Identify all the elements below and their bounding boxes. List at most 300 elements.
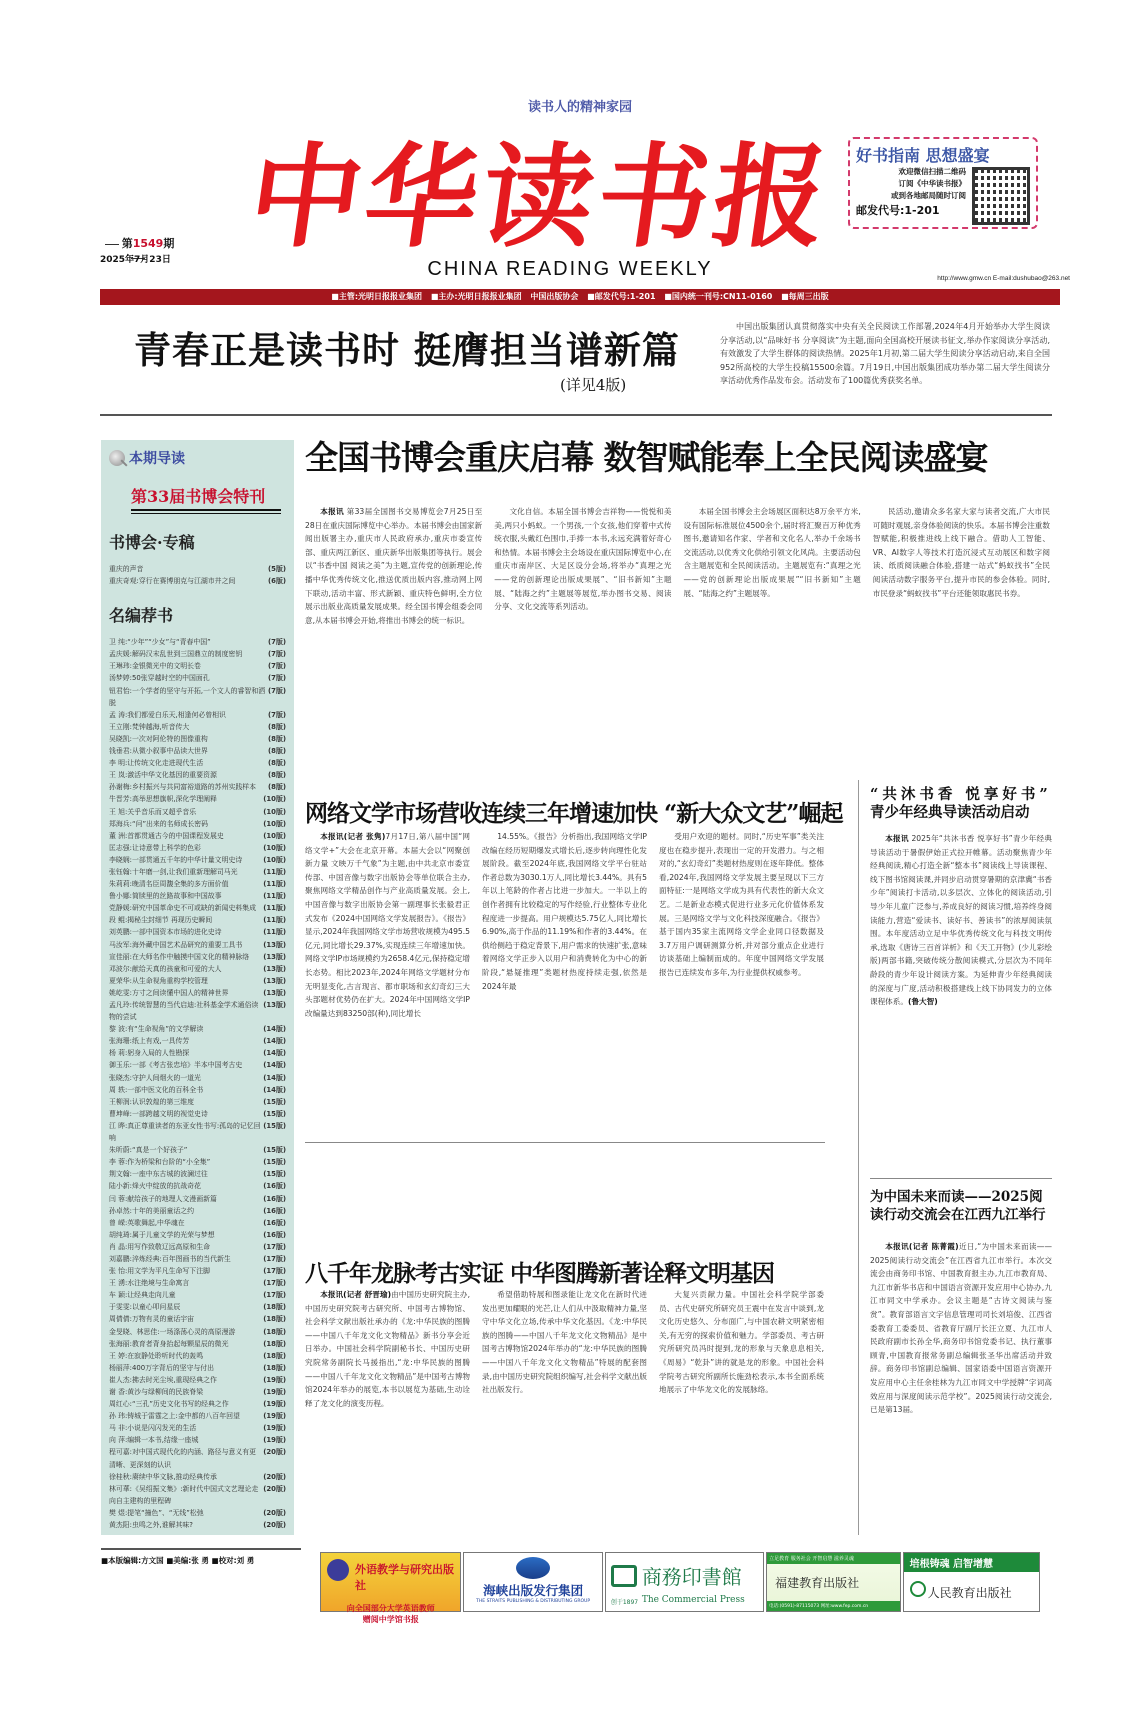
toc-item-page: (5版): [268, 565, 286, 573]
qr-code-icon[interactable]: [972, 167, 1030, 225]
toc-item-page: (7版): [268, 638, 286, 647]
toc-item-title: 重庆的声音: [109, 565, 144, 573]
subscription-promo: [848, 137, 1038, 229]
toc-item-page: (6版): [268, 577, 286, 586]
article-column: [482, 830, 647, 1135]
toc-item[interactable]: [109, 1301, 286, 1313]
divider: [305, 1142, 825, 1143]
toc-item[interactable]: [109, 1180, 286, 1192]
toc-item-page: (7版): [268, 650, 286, 659]
toc-item[interactable]: [109, 1446, 286, 1470]
article-column: [305, 830, 470, 1135]
toc-item-title: 御玉乐:一部《考古张忠培》半本中国考古史: [109, 1061, 243, 1070]
toc-item-title: 李 明:让传统文化走进现代生活: [109, 759, 204, 768]
toc-item[interactable]: [109, 1519, 286, 1531]
toc-item-title: 周红心:“三孔”历史文化书写的经典之作: [109, 1400, 229, 1409]
toc-item-title: 徐桂秋:赓续中华文脉,推动经典传承: [109, 1472, 217, 1481]
toc-item-title: 汤梦婷:50张穿越时空的中国面孔: [109, 674, 210, 683]
lead-summary: 中国出版集团认真贯彻落实中央有关全民阅读工作部署,2024年4月开始举办大学生阅读分享活动,以“品味好书 分享阅读”为主题,面向全国高校开展读书征文,举办作家阅读分享活动,有效激发了大学生群体的阅读热情。2025年1月初,第二届大学生阅读分享活动启动,来自全国952所高校的大学生投稿15500余篇。7月19日,中国出版集团成功举办第二届大学生阅读分享活动优秀作品发布会。活动发布了100篇优秀获奖名单。: [720, 322, 1050, 386]
toc-list: [109, 563, 286, 587]
toc-item-page: (8版): [268, 722, 286, 731]
editor-credits: ■本版编辑:方文国 ■美编:张 勇 ■校对:刘 勇: [101, 1548, 301, 1566]
article-text: 大复兴贡献力量。中国社会科学院学部委员、古代史研究所研究员王震中在发言中谈到,龙文化历史悠久、分布面广,与中国农耕文明紧密相关,有无穷的探索价值和魅力。学部委员、考古研究所研究员冯时提到,龙的形象与天象息息相关,《周易》“乾卦”讲的就是龙的形象。中国社会科学院考古研究所副所长施劲松表示,本书全面系统地展示了中华龙文化的发展脉络。: [659, 1290, 824, 1395]
article-column: [494, 505, 671, 760]
toc-item-title: 肖 晶:用写作致敬辽远高原和生命: [109, 1242, 210, 1251]
toc-item-title: 周倩倩:万物有灵的童话宇宙: [109, 1315, 195, 1324]
toc-item-title: 李 蓉:作为桥梁和台阶的“小全集”: [109, 1158, 211, 1167]
toc-item[interactable]: [109, 1326, 286, 1338]
toc-item[interactable]: [109, 878, 286, 890]
toc-item[interactable]: [109, 999, 286, 1023]
toc-item-title: 陆小新:烽火中绽放的抗战奇花: [109, 1182, 201, 1191]
toc-item[interactable]: [109, 563, 286, 575]
toc-item-page: (19版): [263, 1412, 286, 1421]
toc-item-page: (13版): [263, 988, 286, 997]
toc-item[interactable]: [109, 733, 286, 745]
column-divider: [858, 780, 859, 1535]
toc-item[interactable]: [109, 769, 286, 781]
ad-text: THE STRAITS PUBLISHING & DISTRIBUTING GROUP: [476, 1599, 591, 1604]
ad-text: 向全国部分大学英语教师: [346, 1604, 435, 1613]
toc-item[interactable]: [109, 1422, 286, 1434]
toc-item-title: 孟 涛:我们都爱白乐天,相逢何必曾相识: [109, 710, 226, 719]
toc-item-title: 孙谢梅:乡村振兴与共同富裕道路的苏州实践样本: [109, 783, 257, 792]
toc-item[interactable]: [109, 648, 286, 660]
ad-text: 立足教育 服务社会 开智启慧 滋养灵魂: [767, 1553, 899, 1564]
toc-item-title: 王 湧:水注绝境与生命寓言: [109, 1279, 190, 1288]
lead-page-ref: (详见4版): [560, 376, 627, 394]
toc-item-page: (18版): [263, 1363, 286, 1372]
toc-item-page: (16版): [263, 1230, 286, 1239]
toc-item-title: 于雯雯:以童心叩问星辰: [109, 1303, 181, 1312]
toc-item[interactable]: [109, 1277, 286, 1289]
ad-text: 电话:(0591)-87115073 网址:www.fep.com.cn: [767, 1601, 899, 1611]
toc-item-title: 曾 嵘:英歌舞起,中华魂在: [109, 1218, 185, 1227]
toc-item-title: 孟凡玲:传统智慧的当代启迪:社科基金学术通俗读物的尝试: [109, 1001, 259, 1022]
toc-item[interactable]: [109, 1023, 286, 1035]
toc-item[interactable]: [109, 1047, 286, 1059]
toc-item-page: (18版): [263, 1315, 286, 1324]
toc-item-page: (14版): [263, 1061, 286, 1070]
toc-item-title: 孙卓然:十年的美丽童话之约: [109, 1206, 195, 1215]
article-column: [305, 1288, 470, 1533]
toc-item-page: (13版): [263, 976, 286, 985]
toc-item[interactable]: [109, 1374, 286, 1386]
divider: [870, 1178, 1052, 1179]
toc-item[interactable]: [109, 842, 286, 854]
toc-item[interactable]: [109, 902, 286, 914]
article-text: 民活动,邀请众多名家大家与读者交流,广大市民可随时观展,亲身体验阅读的快乐。本届书博会注重数智赋能,积极推进线上线下融合。借助人工智能、VR、AI数字人等技术打造沉浸式互动展区和数字阅读、纸质阅读融合体验,搭建一站式“蚂蚁找书”全民阅读活动数字服务平台,提升市民的参会体验。同时,市民登录“蚂蚁找书”平台还能领取惠民书券。: [872, 507, 1050, 598]
toc-item-page: (20版): [263, 1472, 286, 1481]
toc-item-title: 姚屹雯:方寸之间读懂中国人的精神世界: [109, 988, 229, 997]
ad-text: 培根铸魂 启智增慧: [904, 1553, 1039, 1572]
toc-item-title: 孟庆媛:解码汉末乱世到三国鼎立的制度密钥: [109, 650, 243, 659]
toc-item[interactable]: [109, 757, 286, 769]
ad-title: 外语教学与研究出版社: [355, 1563, 454, 1592]
toc-item-page: (18版): [263, 1327, 286, 1336]
toc-item[interactable]: [109, 745, 286, 757]
toc-item-page: (10版): [263, 843, 286, 852]
toc-item-page: (15版): [263, 1109, 286, 1118]
toc-item-page: (18版): [263, 1303, 286, 1312]
toc-item-page: (11版): [263, 928, 286, 937]
article-column: [873, 505, 1050, 760]
toc-item[interactable]: [109, 1507, 286, 1519]
toc-item-page: (11版): [263, 867, 286, 876]
wave-logo-icon: [516, 1557, 550, 1579]
toc-item-page: (20版): [263, 1484, 286, 1493]
toc-item-title: 樊 煜:提笔“撞色”、“无线”松弛: [109, 1508, 204, 1517]
toc-item-title: 崔人杰:拂去时光尘埃,重现经典之作: [109, 1375, 217, 1384]
ad-fltrp[interactable]: [320, 1552, 461, 1624]
article-text: 第33届全国图书交易博览会7月25日至28日在重庆国际博览中心举办。本届书博会由国家新闻出版署主办,重庆市人民政府承办,重庆市委宣传部、重庆两江新区、重庆新华出版集团等执行。展会以“书香中国 阅读之美”为主题,宣传党的创新理论,传播中华优秀传统文化,推送优质出版内容,推动网上网下联动,活动丰富、形式新颖、重庆特色鲜明,全方位展示出版业高质量发展成果。经全国书博会组委会同意,从本届书博会开始,将推出书博会的统一标识。: [305, 507, 483, 625]
toc-item-title: 朱昕蔚:“真是一个好孩子”: [109, 1146, 188, 1155]
toc-header-label: 本期导读: [129, 451, 185, 467]
toc-item-page: (11版): [263, 916, 286, 925]
publisher-logo-icon: [327, 1559, 349, 1581]
issue-date: 2025年7月23日: [100, 255, 171, 265]
table-of-contents: [101, 440, 294, 1535]
toc-item-title: 张海丽:教育者背身抬起每颗星辰的微光: [109, 1339, 229, 1348]
contact-info: http://www.gmw.cn E-mail:dushubao@263.net: [937, 275, 1070, 282]
toc-item-page: (15版): [263, 1146, 286, 1155]
toc-item-page: (10版): [263, 855, 286, 864]
toc-item[interactable]: [109, 660, 286, 672]
toc-item-title: 孙 玮:铸城于雷霆之上:金中都的八百年回望: [109, 1412, 240, 1421]
toc-item-title: 卫 纯:“少年”“少女”与“青春中国”: [109, 638, 211, 647]
toc-header: [109, 448, 286, 468]
toc-item-page: (7版): [268, 710, 286, 719]
toc-item[interactable]: [109, 636, 286, 648]
toc-item[interactable]: [109, 721, 286, 733]
toc-item[interactable]: [109, 1483, 286, 1507]
article-column: [659, 830, 824, 1135]
article-column: [870, 832, 1052, 1172]
headline-line: 青少年经典导读活动启动: [870, 804, 1030, 821]
toc-item-page: (17版): [263, 1291, 286, 1300]
article-text: 受用户欢迎的题材。同时,“历史军事”类关注度也在稳步提升,表现出一定的开发潜力。与之相对的,“玄幻奇幻”类题材热度则在逐年降低。整体看,2024年,我国网络文学发展主要呈现以下三方面特征:一是网络文学成为具有代表性的新大众文艺。二是新业态模式促进行业多元化价值体系发展。三是网络文学与文化科技深度融合。《报告》基于国内35家主流网络文学企业同口径数据及3.7万用户调研测算分析,并对部分重点企业进行访谈基础上编制而成的。年度中国网络文学发展报告已连续发布多年,为行业提供权威参考。: [659, 832, 824, 977]
article-column: [305, 505, 482, 760]
toc-item[interactable]: [109, 926, 286, 938]
toc-item-page: (16版): [263, 1206, 286, 1215]
promo-line: 或到各地邮局随时订阅: [891, 191, 966, 200]
toc-item[interactable]: [109, 854, 286, 866]
toc-item-title: 董 洲:首都贯通古今的中国课程发展史: [109, 831, 224, 840]
toc-item-page: (20版): [263, 1448, 286, 1457]
toc-item-page: (15版): [263, 1121, 286, 1130]
toc-item-page: (14版): [263, 1073, 286, 1082]
toc-item-page: (18版): [263, 1351, 286, 1360]
toc-item[interactable]: [109, 1217, 286, 1229]
article-column: [482, 1288, 647, 1533]
toc-item[interactable]: [109, 1350, 286, 1362]
toc-item[interactable]: [109, 1108, 286, 1120]
toc-item-page: (20版): [263, 1508, 286, 1517]
article-text: 由中国历史研究院主办,中国历史研究院考古研究所、中国考古博物馆、社会科学文献出版社承办的《龙:中华民族的图腾——中国八千年龙文化文物精品》新书分享会近日举办。中国社会科学院副秘书长、中国历史研究院常务副院长马援指出,“龙:中华民族的图腾——中国八千年龙文化文物精品”是中国考古博物馆2024年举办的展览,本书以展览为基础,生动诠释了龙文化的演变历程。: [305, 1290, 470, 1408]
toc-item-page: (17版): [263, 1254, 286, 1263]
toc-item-title: 马汝军:海外藏中国艺术品研究的重要工具书: [109, 940, 243, 949]
toc-item-page: (19版): [263, 1400, 286, 1409]
toc-item-page: (14版): [263, 1085, 286, 1094]
article-headline[interactable]: 网络文学市场营收连续三年增速加快 “新大众文艺”崛起: [305, 800, 843, 827]
toc-item-title: 钱垂君:从微小叙事中品读大世界: [109, 747, 208, 756]
article-headline[interactable]: 全国书博会重庆启幕 数智赋能奉上全民阅读盛宴: [305, 438, 988, 477]
toc-item[interactable]: [109, 793, 286, 805]
toc-item-title: 车 颖:让经典走向儿童: [109, 1291, 176, 1300]
toc-item[interactable]: [109, 1035, 286, 1047]
toc-item-title: 王柳润:认识敦煌的第三维度: [109, 1097, 195, 1106]
toc-item[interactable]: [109, 939, 286, 951]
toc-item[interactable]: [109, 975, 286, 987]
toc-item-title: 杨 莉:躬身入局的人性勘探: [109, 1049, 190, 1058]
toc-item-page: (13版): [263, 952, 286, 961]
toc-item-page: (16版): [263, 1182, 286, 1191]
toc-item-title: 郑海兵:“问”出来的名师成长密码: [109, 819, 209, 828]
toc-item-page: (8版): [268, 771, 286, 780]
article-text: 本届全国书博会主会场展区面积达8万余平方米,设有国际标准展位4500余个,届时将汇聚百万种优秀图书,邀请知名作家、学者和文化名人,举办千余场书交流活动,以优秀文化供给引领文化风尚。主要活动包含主题展览和全民阅读活动。主题展览有:“真理之光——党的创新理论出版成果展”“旧书新知”主题展、“陆海之约”主题展等。: [683, 507, 861, 598]
article-column: [870, 1240, 1052, 1535]
toc-item-title: 荆文翰:一座中东古城的波澜过往: [109, 1170, 208, 1179]
toc-item-title: 张晓杰:守护人间烟火的一道光: [109, 1073, 201, 1082]
toc-item-page: (16版): [263, 1218, 286, 1227]
postal-code: 邮发代号:1-201: [856, 204, 940, 217]
article-column: [684, 505, 861, 760]
special-edition-title: 第33届书博会特刊: [131, 487, 266, 506]
toc-item[interactable]: [109, 1168, 286, 1180]
toc-item[interactable]: [109, 1338, 286, 1350]
toc-item-title: 朱莉莉:晚清名臣周馥全集的多方面价值: [109, 880, 229, 889]
toc-item[interactable]: [109, 1229, 286, 1241]
toc-item[interactable]: [109, 1144, 286, 1156]
article-column: [659, 1288, 824, 1533]
toc-item-page: (19版): [263, 1424, 286, 1433]
toc-item[interactable]: [109, 1410, 286, 1422]
toc-item-title: 黄杰阳:虫鸣之外,谁解其味?: [109, 1521, 193, 1530]
divider: [100, 414, 1052, 416]
info-bar: ■主管:光明日报报业集团 ■主办:光明日报报业集团 中国出版协会 ■邮发代号:1-201 ■国内统一刊号:CN11-0160 ■每周三出版: [100, 289, 1060, 305]
ad-text: 创于1897: [610, 1599, 639, 1606]
toc-item-page: (8版): [268, 734, 286, 743]
toc-item-page: (15版): [263, 1097, 286, 1106]
ad-title: 人民教育出版社: [927, 1586, 1012, 1600]
toc-item-title: 王 旭:关乎音乐而又超乎音乐: [109, 807, 197, 816]
toc-item[interactable]: [109, 1059, 286, 1071]
ad-title: 商務印書館: [641, 1565, 742, 1589]
toc-item[interactable]: [109, 866, 286, 878]
toc-item[interactable]: [109, 806, 286, 818]
double-rule: [131, 509, 281, 514]
toc-item-page: (10版): [263, 819, 286, 828]
toc-item-page: (18版): [263, 1339, 286, 1348]
toc-item-title: 金旻晓、林思佳:一场涤荡心灵的高原漫游: [109, 1327, 236, 1336]
toc-item[interactable]: [109, 685, 286, 709]
toc-item-title: 王 婷:在寂静处聆听时代的轰鸣: [109, 1351, 204, 1360]
toc-item-title: 谢 香:黄沙与绿柳间的民族脊梁: [109, 1388, 204, 1396]
toc-item-title: 杨丽萍:400万字背后的坚守与付出: [109, 1363, 215, 1372]
publisher-logo-icon: [910, 1581, 926, 1597]
toc-item-title: 江 晔:真正尊重读者的东亚女性书写:孤岛的记忆回响: [109, 1121, 261, 1143]
toc-item[interactable]: [109, 1313, 286, 1325]
article-text: 7月17日,第八届中国“网络文学+”大会在北京开幕。本届大会以“网聚创新力量 文映万千气象”为主题,由中共北京市委宣传部、中国音像与数字出版协会等单位联合主办,聚焦网络文学精品创作与产业高质量发展。会上,中国音像与数字出版协会第一副理事长张毅君正式发布《2024中国网络文学发展报告》。《报告》显示,2024年我国网络文学市场营收规模为495.5亿元,同比增长29.37%,实现连续三年增速加快。网络文学IP市场规模约为2658.4亿元,保持稳定增长态势。相比2023年,2024年网络文学题材分布无明显变化,古言现言、都市职场和玄幻奇幻三大头部题材优势仍在扩大。2024年中国网络文学IP改编量达到83250部(种),同比增长: [305, 832, 470, 1018]
toc-item[interactable]: [109, 1084, 286, 1096]
toc-item-title: 林可華:《吴绍振文集》:新时代中国式文艺理论走向自主建构的里程碑: [109, 1484, 259, 1505]
toc-item-title: 王立刚:梵钟越海,听音传大: [109, 722, 190, 731]
toc-item[interactable]: [109, 1398, 286, 1410]
toc-item[interactable]: [109, 1253, 286, 1265]
toc-item[interactable]: [109, 1289, 286, 1301]
ad-straits[interactable]: [463, 1552, 602, 1612]
magnifier-icon: [109, 450, 125, 466]
toc-item[interactable]: [109, 890, 286, 902]
byline: 本报讯(记者 舒晋瑜): [320, 1290, 392, 1299]
section-title: 书博会·专稿: [109, 533, 195, 552]
toc-item-title: 刘嘉鹏:淬炼经典:百年图画书的当代新生: [109, 1254, 231, 1263]
author-sign: (鲁大智): [907, 997, 938, 1007]
toc-item[interactable]: [109, 1205, 286, 1217]
toc-item-title: 胡纯琦:属于儿童文学的光荣与梦想: [109, 1230, 215, 1239]
article-body: [870, 1240, 1052, 1535]
issue-prefix: 第: [121, 237, 133, 250]
issue-suffix: 期: [163, 237, 175, 250]
toc-item[interactable]: [109, 709, 286, 721]
toc-item[interactable]: [109, 1156, 286, 1168]
toc-item-title: 张 怡:用文学为平凡生命写下注脚: [109, 1267, 210, 1276]
toc-item-title: 黎 波:有“生命视角”的文学解读: [109, 1025, 204, 1034]
toc-item-page: (11版): [263, 880, 286, 889]
toc-item[interactable]: [109, 951, 286, 963]
toc-item-page: (14版): [263, 1037, 286, 1046]
section-title: 名编荐书: [109, 606, 174, 626]
toc-item-title: 钮君怡:一个学者的坚守与开拓,一个文人的睿智和洒脱: [109, 686, 266, 707]
article-body: [305, 505, 1050, 760]
toc-item[interactable]: [109, 1072, 286, 1084]
toc-item[interactable]: [109, 818, 286, 830]
toc-item[interactable]: [109, 1265, 286, 1277]
toc-item[interactable]: [109, 1362, 286, 1374]
toc-item-title: 王 岚:激活中华文化基因的重要资源: [109, 771, 217, 780]
toc-list: [109, 636, 286, 1531]
toc-item[interactable]: [109, 830, 286, 842]
byline: 本报讯(记者 张隽): [320, 832, 386, 841]
headline-line: “共沐书香 悦享好书”: [870, 786, 1052, 803]
article-text: 希望借助特展和图录能让龙文化在新时代迸发出更加耀眼的光芒,让人们从中汲取精神力量,坚守中华文化立场,传承中华文化基因。《龙:中华民族的图腾——中国八千年龙文化文物精品》是中国考古博物馆2024年举办的“龙:中华民族的图腾——中国八千年龙文化文物精品”特展的配套图录,由中国历史研究院组织编写,社会科学文献出版社出版发行。: [482, 1290, 647, 1395]
toc-item-page: (10版): [263, 795, 286, 804]
toc-item-title: 夏荣华:从生命视角重构学校管理: [109, 976, 208, 985]
toc-item-page: (15版): [263, 1170, 286, 1179]
toc-item[interactable]: [109, 963, 286, 975]
promo-line: 欢迎微信扫描二维码: [898, 167, 966, 176]
toc-item-page: (7版): [268, 686, 286, 695]
ad-title: 福建教育出版社: [775, 1576, 860, 1590]
toc-item-page: (11版): [263, 892, 286, 901]
byline: 本报讯(记者 陈菁霞): [885, 1242, 959, 1251]
toc-item-title: 张钰翰:十年磨一剑,让我们重新理解司马光: [109, 867, 238, 876]
english-title: CHINA READING WEEKLY: [427, 258, 713, 280]
toc-item-page: (17版): [263, 1279, 286, 1288]
toc-item-page: (17版): [263, 1267, 286, 1276]
toc-item-page: (16版): [263, 1194, 286, 1203]
toc-item[interactable]: [109, 914, 286, 926]
toc-item[interactable]: [109, 1193, 286, 1205]
ad-text: 赠阅中学馆书报: [362, 1615, 419, 1624]
ad-text: The Commercial Press: [641, 1595, 745, 1605]
toc-item-title: 闫 蓉:献给孩子的地理人文漫画新篇: [109, 1194, 217, 1203]
toc-item-title: 宣佳丽:在大师名作中触摸中国文化的精神脉络: [109, 952, 250, 961]
toc-item-page: (19版): [263, 1375, 286, 1384]
article-body: [305, 1288, 825, 1533]
toc-item[interactable]: [109, 1120, 286, 1144]
toc-item[interactable]: [109, 575, 286, 587]
toc-item-title: 李晓娴:一部贯通五千年的中华计量文明史诗: [109, 855, 243, 864]
toc-item[interactable]: [109, 1096, 286, 1108]
toc-item-page: (11版): [263, 904, 286, 913]
article-text: 文化自信。本届全国书博会吉祥物——悦悦和美美,两只小蚂蚁。一个男孩,一个女孩,他们穿着中式传统衣服,头戴红色围巾,手捧一本书,永远充满着好奇心和热情。本届书博会主会场设在重庆国际博览中心,在重庆市南岸区、大足区设分会场,将举办“真理之光——党的创新理论出版成果展”、“旧书新知”主题展、“陆海之约”主题展等展览,举办图书交易、阅读分享、文化交流等系列活动。: [494, 507, 672, 612]
toc-item-title: 刘英鹏:一部中国资本市场的进化史诗: [109, 928, 222, 937]
ad-commercial-press[interactable]: [605, 1552, 764, 1612]
toc-item-title: 曹坤峰:一部跨越文明的视觉史诗: [109, 1109, 208, 1118]
toc-item-page: (8版): [268, 747, 286, 756]
promo-line: 订阅《中华读书报》: [898, 179, 966, 188]
article-headline[interactable]: 为中国未来而读——2025阅读行动交流会在江西九江举行: [870, 1189, 1046, 1223]
article-headline[interactable]: [870, 786, 1055, 822]
slogan: 读书人的精神家园: [527, 100, 632, 115]
toc-item-page: (8版): [268, 783, 286, 792]
promo-headline: 好书指南 思想盛宴: [856, 146, 990, 165]
toc-item-page: (13版): [263, 1001, 286, 1009]
toc-item[interactable]: [109, 1434, 286, 1446]
toc-item-title: 鲁小娜:简牍里的丝路故事和中国故事: [109, 892, 222, 901]
toc-item-page: (14版): [263, 1025, 286, 1034]
issue-value: 1549: [132, 237, 164, 250]
toc-item-page: (13版): [263, 940, 286, 949]
toc-item[interactable]: [109, 672, 286, 684]
toc-item[interactable]: [109, 781, 286, 793]
toc-item-title: 牛晋芳:高举思想旗帜,深化学理阐释: [109, 795, 217, 804]
toc-item-page: (7版): [268, 662, 286, 671]
toc-item[interactable]: [109, 1241, 286, 1253]
toc-item-title: 吴晓凯:一次对阿伦特的图像重构: [109, 734, 208, 743]
lead-headline[interactable]: 青春正是读书时 挺膺担当谱新篇: [134, 328, 680, 372]
toc-item-page: (10版): [263, 807, 286, 816]
toc-item-title: 程可嘉:对中国式现代化的内涵、路径与意义有更清晰、更深刻的认识: [109, 1448, 257, 1469]
byline: 本报讯: [885, 834, 909, 843]
toc-item-title: 党静媛:研究中国革命史不可或缺的新闻史料集成: [109, 904, 257, 913]
toc-item-page: (13版): [263, 964, 286, 973]
book-logo-icon: [611, 1565, 637, 1587]
ad-fujian-edu[interactable]: [766, 1552, 900, 1612]
ad-pep[interactable]: [903, 1552, 1040, 1612]
article-body: [305, 830, 825, 1135]
article-text: 2025年“共沐书香 悦享好书”青少年经典导读活动于暑假伊始正式拉开帷幕。活动聚焦青少年经典阅读,精心打造全新“整本书”阅读线上导读课程、线下图书馆阅读课,并同步启动贯穿暑期的京津冀“书香少年”阅读打卡活动,以多层次、立体化的阅读活动,引导少年儿童广泛参与,养成良好的阅读习惯,培养终身阅读能力,营造“爱读书、读好书、善读书”的浓厚阅读氛围。本年度活动立足中华优秀传统文化与科技文明传承,选取《唐诗三百首详析》和《天工开物》(少儿彩绘版)两部书籍,突破传统分散阅读模式,分层次为不同年龄段的青少年设计阅读方案。为延伸青少年经典阅读的深度与广度,活动积极搭建线上线下协同发力的立体课程体系。: [870, 834, 1052, 1007]
toc-item[interactable]: [109, 987, 286, 999]
newspaper-logo: 中华读书报: [240, 132, 840, 263]
toc-item-page: (15版): [263, 1158, 286, 1167]
toc-item-page: (20版): [263, 1521, 286, 1530]
toc-item-page: (7版): [268, 674, 286, 683]
toc-item-page: (17版): [263, 1242, 286, 1251]
article-headline[interactable]: 八千年龙脉考古实证 中华图腾新著诠释文明基因: [305, 1260, 775, 1287]
toc-item-page: (10版): [263, 831, 286, 840]
toc-item-title: 马 非:小说是闪闪发光的生活: [109, 1424, 197, 1433]
toc-item[interactable]: [109, 1471, 286, 1483]
article-text: 近日,“为中国未来而读——2025阅读行动交流会”在江西省九江市举行。本次交流会由商务印书馆、中国教育报主办,九江市教育局、九江市新华书店和中国语言资源开发应用中心协办,九江市同文中学承办。会议主题是“古诗文阅读与鉴赏”。教育部语言文字信息管理司司长刘培俊、江西省委教育工委委员、省教育厅副厅长汪立夏、九江市人民政府副市长孙全华,商务印书馆党委书记、执行董事顾青,中国教育报常务副总编辑张圣华出席活动并致辞。商务印书馆副总编辑、国家语委中国语言资源开发应用中心主任余桂林为九江市同文中学授牌“字词高效应用与深度阅读示范学校”。2025阅读行动交流会,已是第13届。: [870, 1242, 1052, 1415]
toc-item[interactable]: [109, 1386, 286, 1398]
article-text: 14.55%。《报告》分析指出,我国网络文学IP改编在经历短期爆发式增长后,逐步转向理性化发展阶段。截至2024年底,我国网络文学平台驻站作者总数为3030.1万人,同比增长3.44%。具有5年以上笔龄的作者占比进一步加大。一半以上的创作者拥有比较稳定的写作经验,行业整体专业化程度进一步提高。用户规模达5.75亿人,同比增长6.90%,高于作品的11.19%和作者的3.44%。在供给侧趋于稳定背景下,用户需求的快速扩张,意味着网络文学正步入以用户和消费转化为中心的新阶段,“悬疑推理”类题材热度持续走强,依然是2024年最: [482, 832, 647, 991]
toc-item-title: 周 轶:一部中医文化的百科全书: [109, 1085, 204, 1094]
toc-item-title: 段 鲲:揭秘尘封细节 再现历史瞬间: [109, 916, 213, 925]
ad-title: 海峡出版发行集团: [483, 1583, 584, 1598]
toc-item-title: 重庆奇观:穿行在赛博朋克与江湖市井之间: [109, 577, 236, 586]
